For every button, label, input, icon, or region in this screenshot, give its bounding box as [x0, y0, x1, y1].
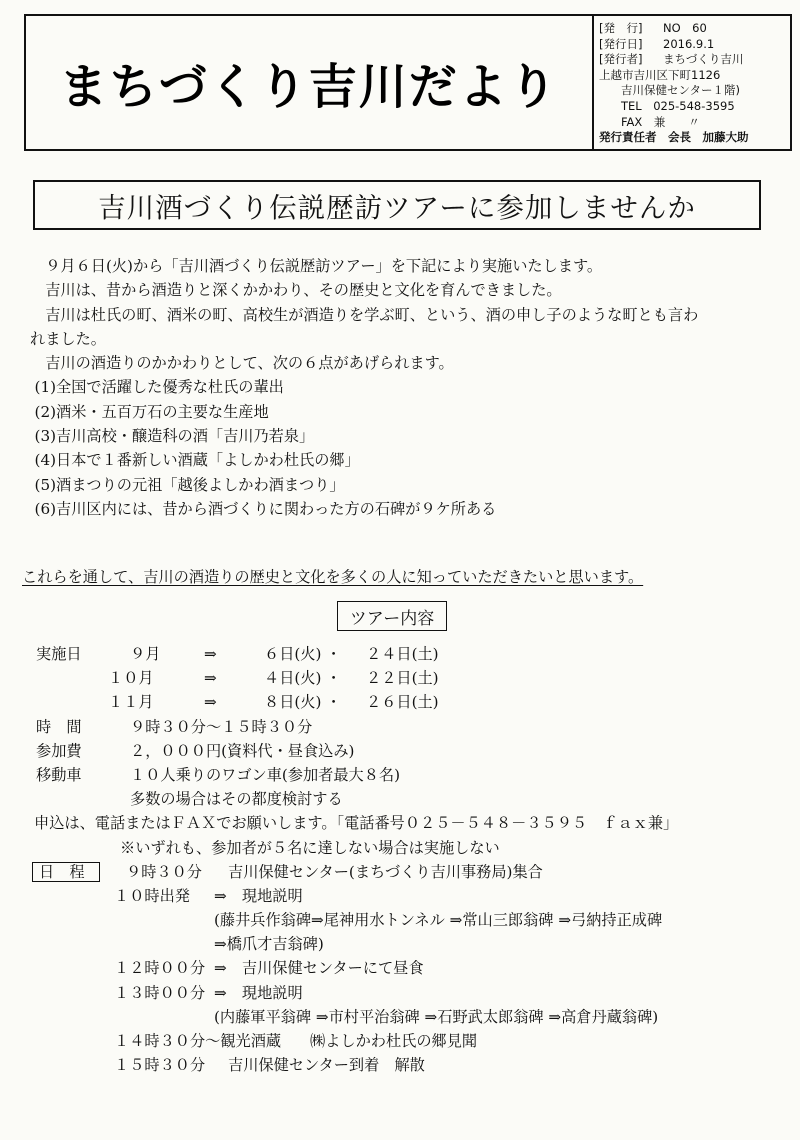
schedule-row: １５時３０分 吉川保健センター到着 解散 — [114, 1056, 425, 1075]
schedule-row: ⇒橋爪才吉翁碑) — [214, 935, 324, 954]
list-item: (2)酒米・五百万石の主要な生産地 — [34, 402, 269, 421]
address-building: 吉川保健センター１階) — [621, 83, 741, 98]
schedule-row: 日 程 ９時３０分 吉川保健センター(まちづくり吉川事務局)集合 — [36, 860, 796, 884]
date-row: １０月 ⇒ ４日(火) ・ ２２日(土) — [36, 666, 796, 690]
schedule-row: (藤井兵作翁碑⇒尾神用水トンネル ⇒常山三郎翁碑 ⇒弓納持正成碑 — [214, 911, 663, 930]
address: 上越市吉川区下町1126 — [599, 67, 721, 82]
list-item: (6)吉川区内には、昔から酒づくりに関わった方の石碑が９ケ所ある — [34, 499, 497, 518]
newsletter-title: まちづくり吉川だより — [59, 59, 559, 115]
closing-statement: これらを通して、吉川の酒造りの歴史と文化を多くの人に知っていただきたいと思います。 — [22, 568, 644, 586]
publication-info — [599, 21, 789, 146]
fax: FAX 兼 〃 — [621, 114, 700, 129]
schedule-row: １２時００分 ⇒ 吉川保健センターにて昼食 — [114, 959, 424, 978]
fee-row: 参加費 ２，０００円(資料代・昼食込み) — [36, 741, 355, 760]
time-row: 時 間 ９時３０分～１５時３０分 — [36, 717, 313, 736]
arrow-icon: ⇒ — [204, 645, 217, 663]
article-headline: 吉川酒づくり伝説歴訪ツアーに参加しませんか — [33, 180, 761, 230]
intro-paragraph: 吉川は杜氏の町、酒米の町、高校生が酒造りを学ぶ町、という、酒の申し子のような町とも言わ — [45, 305, 699, 324]
intro-text — [30, 254, 778, 521]
arrow-icon: ⇒ — [204, 669, 217, 688]
publisher-row: [発行者] まちづくり吉川 — [599, 52, 744, 67]
tour-details — [36, 642, 796, 1077]
list-item: (1)全国で活躍した優秀な杜氏の輩出 — [34, 378, 284, 397]
schedule-label: 日 程 — [32, 862, 100, 882]
list-item: (4)日本で１番新しい酒蔵「よしかわ杜氏の郷」 — [34, 451, 360, 470]
telephone: TEL 025-548-3595 — [621, 98, 735, 113]
list-item: (5)酒まつりの元祖「越後よしかわ酒まつり」 — [34, 475, 345, 494]
date-row: １１月 ⇒ ８日(火) ・ ２６日(土) — [36, 690, 796, 714]
vehicle-note-row: 多数の場合はその都度検討する — [130, 790, 343, 809]
masthead — [24, 14, 792, 151]
intro-paragraph: 吉川の酒造りのかかわりとして、次の６点があげられます。 — [45, 354, 454, 373]
masthead-title-box — [26, 16, 594, 149]
date-row: 実施日 ９月 ⇒ ６日(火) ・ ２４日(土) — [36, 642, 796, 666]
apply-row: 申込は、電話またはＦＡＸでお願いします。「電話番号０２５－５４８－３５９５ ｆａｘ兼」 — [34, 814, 679, 833]
apply-note-row: ※いずれも、参加者が５名に達しない場合は実施しない — [120, 838, 500, 857]
vehicle-row: 移動車 １０人乗りのワゴン車(参加者最大８名) — [36, 765, 401, 784]
responsible-person: 発行責任者 会長 加藤大助 — [599, 130, 749, 145]
list-item: (3)吉川高校・醸造科の酒「吉川乃若泉」 — [34, 427, 315, 446]
schedule-row: (内藤軍平翁碑 ⇒市村平治翁碑 ⇒石野武太郎翁碑 ⇒高倉丹蔵翁碑) — [214, 1007, 659, 1026]
tour-section-title: ツアー内容 — [337, 601, 447, 631]
schedule-row: １０時出発 ⇒ 現地説明 — [114, 886, 303, 905]
intro-paragraph: 吉川は、昔から酒造りと深くかかわり、その歴史と文化を育んできました。 — [45, 281, 562, 300]
arrow-icon: ⇒ — [204, 693, 217, 712]
date-row: [発行日] 2016.9.1 — [599, 36, 715, 51]
issue-row: [発 行] NO 60 — [599, 21, 707, 35]
intro-paragraph-wrap: れました。 — [30, 329, 106, 348]
schedule-row: １４時３０分～観光酒蔵 ㈱よしかわ杜氏の郷見聞 — [114, 1032, 478, 1050]
intro-paragraph: ９月６日(火)から「吉川酒づくり伝説歴訪ツアー」を下記により実施いたします。 — [45, 257, 603, 275]
schedule-row: １３時００分 ⇒ 現地説明 — [114, 983, 303, 1002]
date-label: 実施日 — [36, 645, 82, 663]
